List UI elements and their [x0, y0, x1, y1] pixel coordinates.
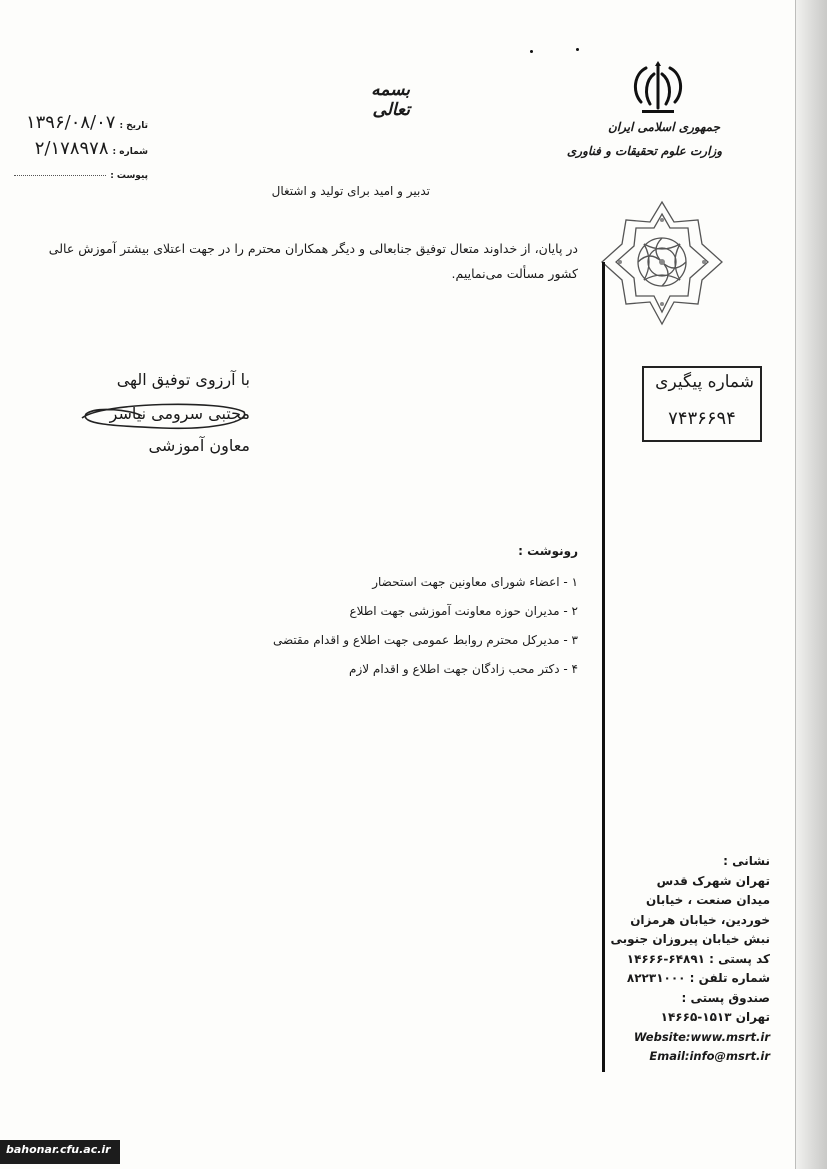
slogan: تدبیر و امید برای تولید و اشتغال: [271, 184, 430, 198]
date-value: ۱۳۹۶/۰۸/۰۷: [25, 112, 116, 133]
attachment-dotted-line: [14, 175, 106, 176]
cc-heading: رونوشت :: [518, 544, 578, 558]
cc-item: ۳ - مدیرکل محترم روابط عمومی جهت اطلاع و اقدام مقتضی: [272, 633, 578, 647]
signer-name: مجتبی سرومی نیاسر: [109, 404, 250, 423]
tracking-number-box: [642, 366, 762, 442]
cc-item: ۲ - مدیران حوزه معاونت آموزشی جهت اطلاع: [349, 604, 578, 618]
address-heading: نشانی :: [723, 854, 770, 868]
postal-code: کد پستی : ۶۴۸۹۱-۱۴۶۶۶: [626, 951, 770, 966]
ornament-icon: [598, 198, 726, 328]
po-box: تهران ۱۵۱۳-۱۴۶۶۵: [660, 1010, 770, 1024]
letter-body: در پایان، از خداوند متعال توفیق جنابعالی و دیگر همکاران محترم را در جهت اعتلای بیشتر آموزش عالی کشور مسألت می‌نماییم.: [48, 241, 578, 281]
phone-number: شماره تلفن : ۸۲۲۳۱۰۰۰: [626, 971, 770, 985]
cc-item: ۱ - اعضاء شورای معاونین جهت استحضار: [372, 575, 578, 589]
address-block: [610, 852, 770, 1067]
attachment-field: [8, 168, 148, 181]
address-line: نبش خیابان پیروزان جنوبی: [610, 932, 770, 946]
signer-title: معاون آموزشی: [148, 436, 250, 455]
page-edge-line: [795, 0, 796, 1169]
attachment-label: پیوست :: [110, 171, 148, 181]
page-edge-shadow: [795, 0, 827, 1169]
number-field: [8, 138, 148, 159]
po-box-label: صندوق پستی :: [681, 990, 770, 1005]
ministry-line: وزارت علوم تحقیقات و فناوری: [566, 144, 722, 158]
email-line: Email:info@msrt.ir: [649, 1049, 770, 1063]
cc-list: [220, 568, 578, 684]
address-line: میدان صنعت ، خیابان: [646, 893, 770, 907]
signature-scribble-icon: [72, 398, 252, 434]
cc-item: ۴ - دکتر محب زادگان جهت اطلاع و اقدام لازم: [349, 662, 578, 676]
letterhead-divider: [602, 262, 605, 1072]
address-line: خوردین، خیابان هرمزان: [630, 912, 770, 927]
footer-watermark: bahonar.cfu.ac.ir: [6, 1143, 111, 1156]
date-field: [8, 112, 148, 133]
number-value: ۲/۱۷۸۹۷۸: [34, 138, 109, 159]
republic-line: جمهوری اسلامی ایران: [607, 120, 720, 134]
closing-phrase: با آرزوی توفیق الهی: [116, 370, 250, 389]
website-line: Website:www.msrt.ir: [633, 1029, 770, 1044]
number-label: شماره :: [112, 147, 148, 157]
tracking-number: ۷۴۳۶۶۹۴: [668, 408, 736, 429]
tracking-label: شماره پیگیری: [655, 372, 754, 392]
basmala: بسمه تعالی: [371, 80, 410, 120]
iran-emblem-icon: [628, 58, 688, 118]
address-line: تهران شهرک قدس: [656, 873, 770, 888]
ink-mark: [530, 50, 533, 53]
date-label: تاریخ :: [119, 121, 148, 131]
ink-mark: [576, 48, 579, 51]
